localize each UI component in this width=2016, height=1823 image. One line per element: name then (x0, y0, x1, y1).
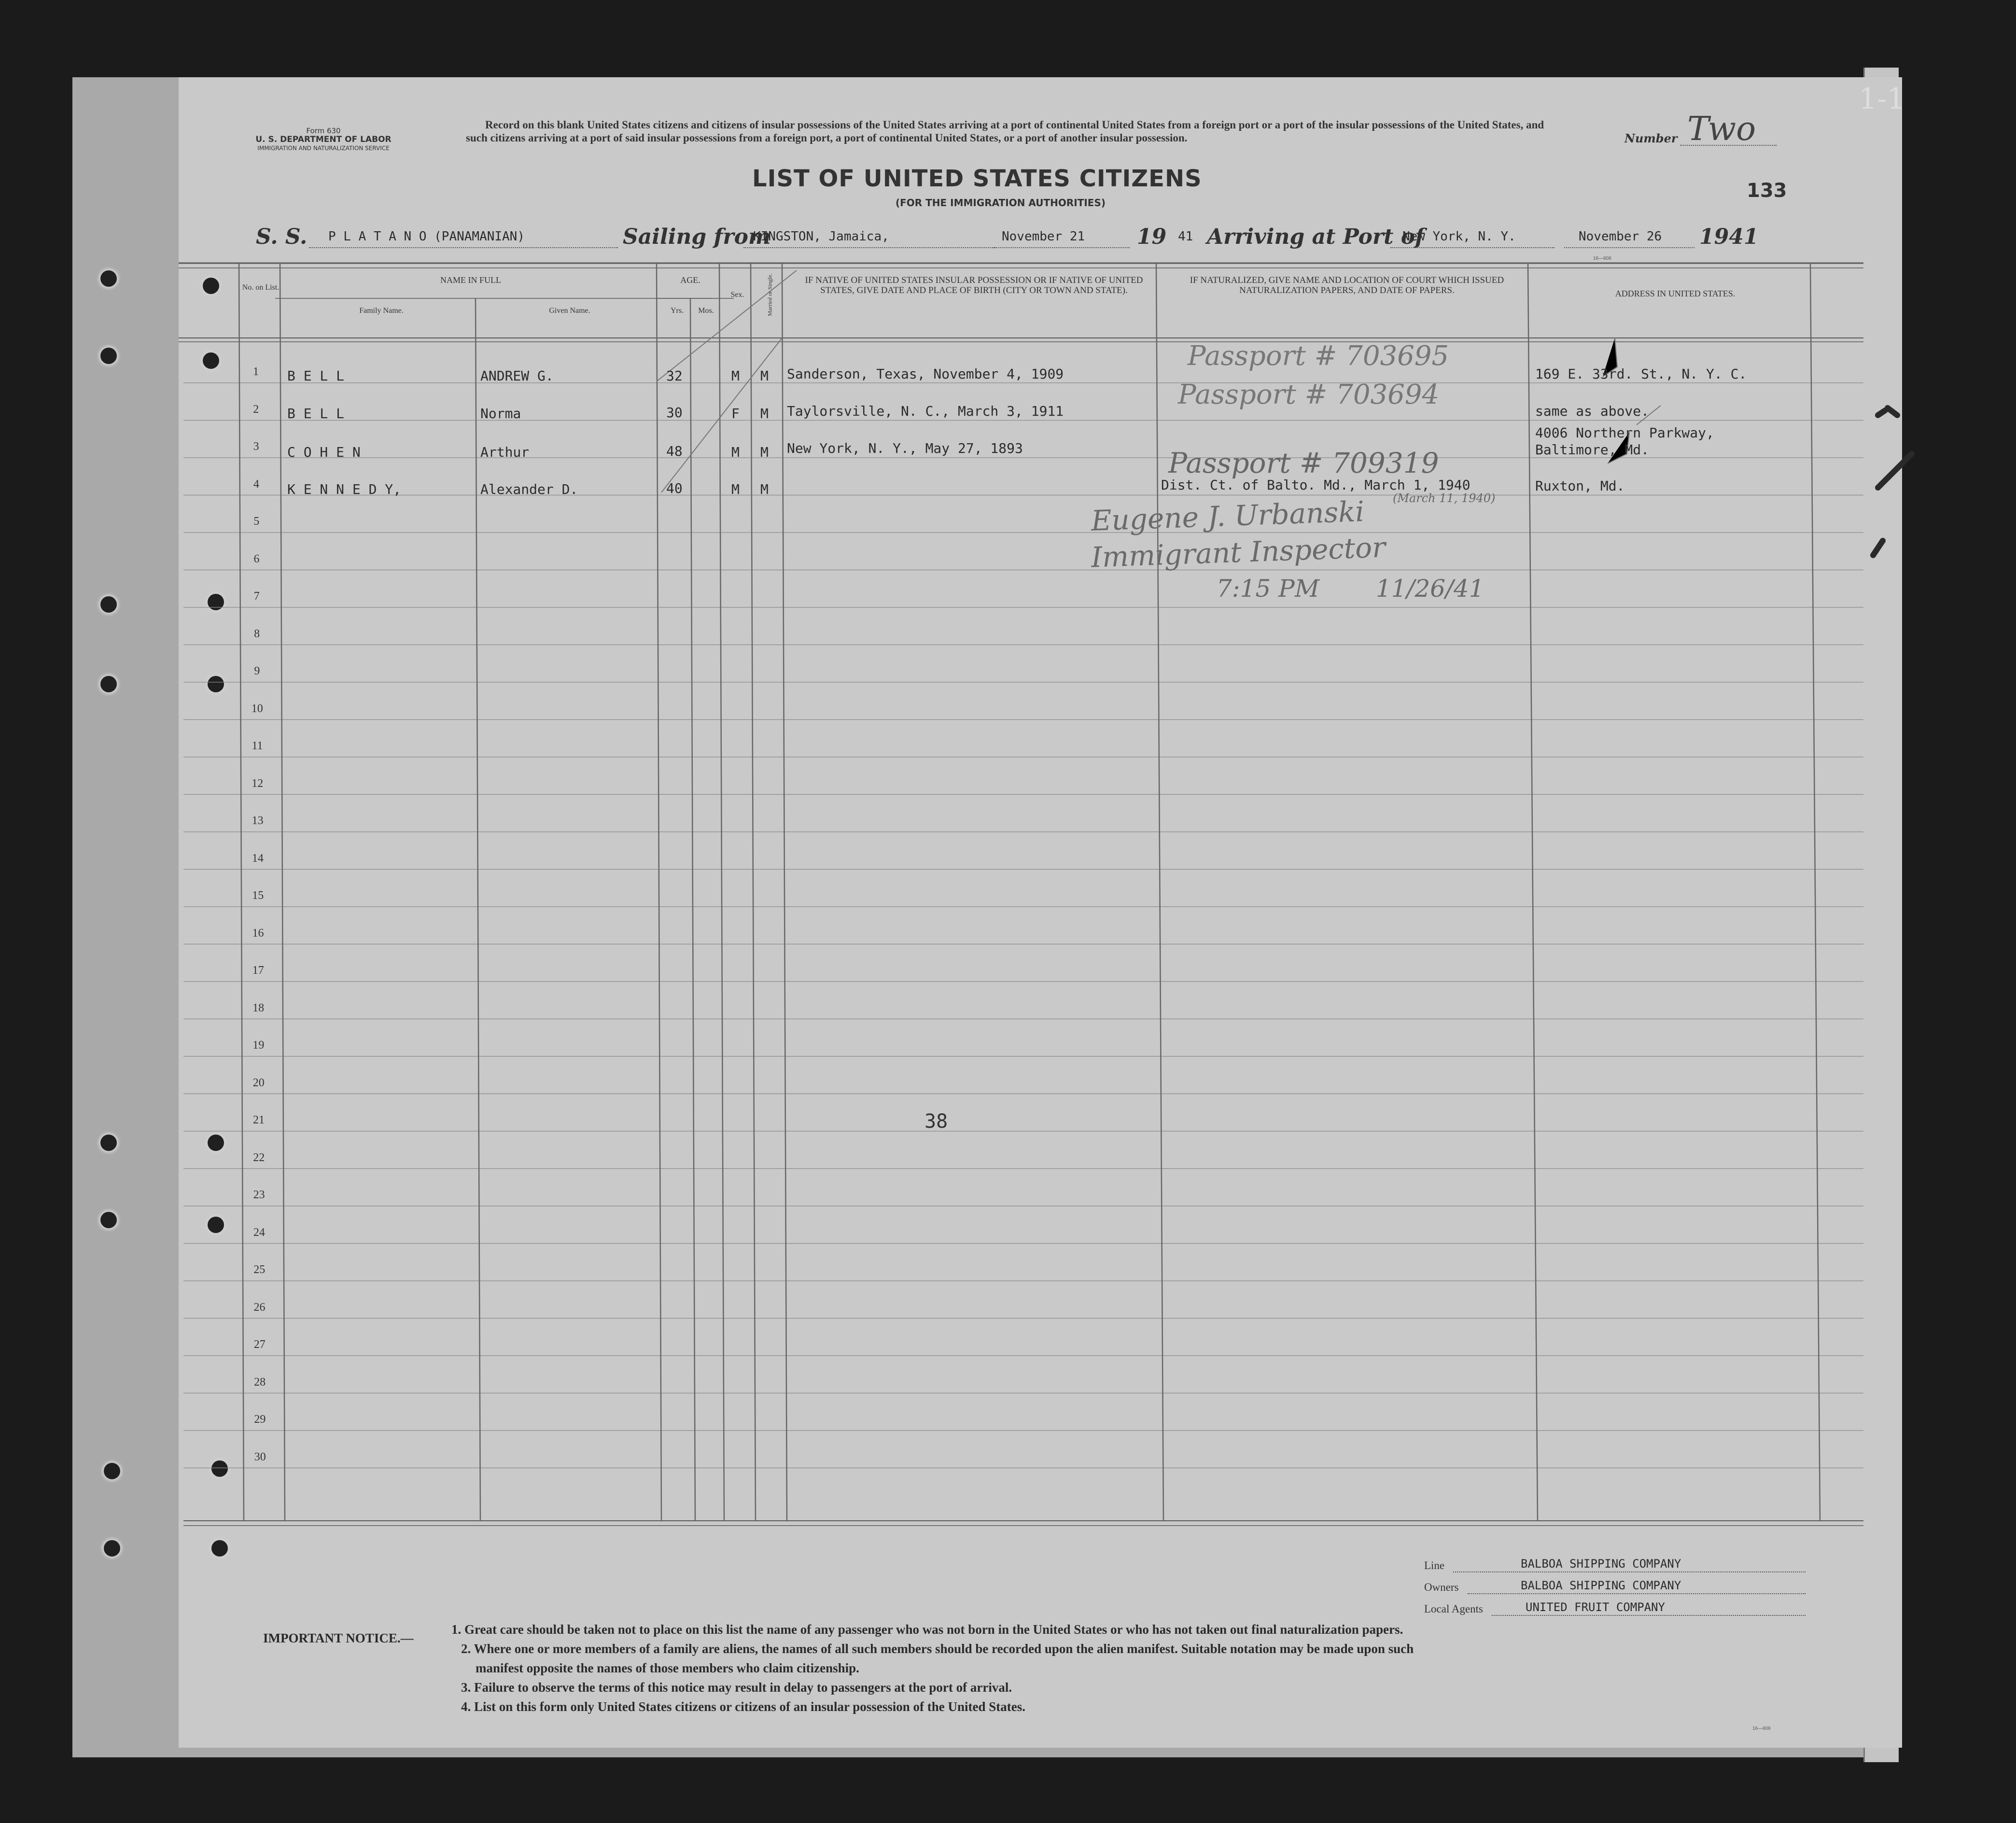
row-number: 16 (252, 926, 264, 940)
family-name: B E L L (287, 406, 345, 421)
row-number: 25 (253, 1263, 266, 1276)
notice-heading: IMPORTANT NOTICE.— (263, 1631, 414, 1645)
row-number: 8 (254, 627, 260, 640)
header-name-in-full: NAME IN FULL (440, 275, 501, 285)
header-no: No. on List. (242, 283, 280, 292)
sex: M (731, 481, 740, 497)
header-family: Family Name. (359, 307, 404, 315)
list-title: LIST OF UNITED STATES CITIZENS (752, 165, 1202, 192)
marital-status: M (760, 368, 769, 384)
row-number: 21 (253, 1114, 265, 1126)
given-name: Alexander D. (480, 481, 578, 497)
form-code-top: 16—606 (1593, 256, 1611, 261)
form-code-bottom: 16—606 (1752, 1726, 1771, 1731)
sex: M (731, 444, 740, 460)
birth-place-date: Sanderson, Texas, November 4, 1909 (787, 366, 1064, 382)
header-birth: IF NATIVE OF UNITED STATES INSULAR POSSESSION OR IF NATIVE OF UNITED STATES, GIVE DATE AND PLACE OF BIRTH (CITY OR TOWN AND STATE). (805, 275, 1143, 295)
number-label: Number (1624, 131, 1678, 145)
line-label: Line (1424, 1559, 1445, 1571)
inspection-date: 11/26/41 (1376, 575, 1484, 603)
age-years: 32 (666, 368, 683, 384)
ship-name: P L A T A N O (PANAMANIAN) (328, 229, 525, 244)
line-value: BALBOA SHIPPING COMPANY (1521, 1557, 1681, 1571)
ss-label: S. S. (256, 224, 308, 249)
row-number: 12 (252, 777, 264, 790)
row-number: 10 (251, 702, 263, 715)
passport-annotation: Passport # 703695 (1188, 340, 1449, 372)
row-number: 27 (253, 1338, 266, 1351)
row-number: 26 (253, 1301, 266, 1314)
notice-item-1: 1. Great care should be taken not to place on this list the name of any passenger who was not born in the United States or who has not taken out final naturalization papers. (451, 1622, 1403, 1637)
birth-place-date: Taylorsville, N. C., March 3, 1911 (787, 403, 1064, 419)
row-number: 24 (253, 1226, 265, 1239)
us-address-line-2: Baltimore, Md. (1535, 442, 1650, 458)
row-number: 6 (253, 552, 260, 565)
local-agents-value: UNITED FRUIT COMPANY (1526, 1600, 1665, 1614)
right-margin-mark: 1-1 (1859, 82, 1905, 116)
owners-value: BALBOA SHIPPING COMPANY (1521, 1579, 1681, 1592)
inspector-title: Immigrant Inspector (1090, 531, 1386, 574)
family-name: C O H E N (287, 444, 361, 460)
marital-status: M (760, 406, 769, 421)
age-years: 30 (666, 405, 683, 421)
owners-underline (1468, 1593, 1806, 1594)
notice-item-2: 2. Where one or more members of a family are aliens, the names of all such members should be recorded upon the alien manifest. Suitable notation may be made upon such (461, 1641, 1414, 1656)
center-mark: 38 (924, 1110, 948, 1133)
row-number: 22 (253, 1151, 265, 1164)
sailing-year: 41 (1178, 229, 1193, 244)
sex: F (731, 406, 740, 421)
naturalization-note: (March 11, 1940) (1393, 491, 1496, 505)
age-years: 40 (666, 480, 683, 496)
row-number: 20 (252, 1076, 265, 1089)
us-address: same as above. (1535, 403, 1650, 419)
row-number: 9 (254, 665, 260, 677)
notice-item-3: 3. Failure to observe the terms of this notice may result in delay to passengers at the port of arrival. (461, 1680, 1012, 1695)
us-address: Ruxton, Md. (1535, 478, 1625, 494)
line-underline (1453, 1571, 1806, 1572)
us-address: 169 E. 33rd. St., N. Y. C. (1535, 366, 1747, 382)
row-number: 13 (252, 814, 264, 827)
inspector-signature: Eugene J. Urbanski (1090, 495, 1365, 537)
row-number: 28 (254, 1375, 266, 1388)
row-number: 29 (254, 1413, 266, 1426)
arrival-date: November 26 (1579, 229, 1662, 244)
list-subtitle: (FOR THE IMMIGRATION AUTHORITIES) (896, 197, 1106, 209)
header-yrs: Yrs. (670, 307, 684, 315)
family-name: K E N N E D Y, (287, 481, 402, 497)
sailing-date: November 21 (1002, 229, 1085, 244)
row-number: 4 (253, 477, 259, 491)
inspection-time: 7:15 PM (1217, 575, 1320, 603)
passport-annotation: Passport # 709319 (1168, 447, 1439, 479)
header-married: Married or Single. (766, 273, 773, 316)
us-address: 4006 Northern Parkway, (1535, 425, 1714, 441)
row-number: 14 (252, 852, 264, 865)
year-prefix: 19 (1137, 224, 1167, 249)
row-number: 11 (252, 740, 263, 752)
header-sex: Sex. (730, 291, 744, 299)
given-name: Norma (480, 406, 521, 421)
row-number: 1 (253, 365, 259, 378)
local-agents-underline (1492, 1615, 1806, 1616)
header-mos: Mos. (698, 307, 714, 315)
header-age: AGE. (680, 275, 700, 285)
header-given: Given Name. (549, 307, 590, 315)
row-number: 7 (253, 590, 260, 603)
marital-status: M (760, 444, 769, 460)
owners-label: Owners (1424, 1581, 1459, 1593)
birth-place-date: New York, N. Y., May 27, 1893 (787, 440, 1023, 456)
row-number: 3 (253, 440, 259, 453)
row-number: 19 (252, 1039, 265, 1052)
row-number: 5 (253, 515, 260, 528)
naturalization-court: Dist. Ct. of Balto. Md., March 1, 1940 (1161, 477, 1470, 493)
row-number: 23 (253, 1189, 265, 1201)
notice-item-4: 4. List on this form only United States citizens or citizens of an insular possession of the United States. (461, 1699, 1026, 1714)
row-number: 30 (254, 1450, 266, 1463)
row-number: 17 (252, 964, 264, 977)
record-instructions: Record on this blank United States citizens and citizens of insular possessions of the United States arriving at a port of continental United States from a foreign port or a port of the insular possessions of the United States, and such citizens arriving at a port of said insular possessions from a foreign port, a port of continental United States, or a port of another insular possession. (466, 119, 1544, 144)
form-number: Form 630 (306, 126, 341, 135)
service-name: IMMIGRATION AND NATURALIZATION SERVICE (257, 145, 390, 152)
age-years: 48 (666, 443, 683, 459)
header-address: ADDRESS IN UNITED STATES. (1615, 289, 1736, 298)
department-name: U. S. DEPARTMENT OF LABOR (255, 135, 392, 144)
sailing-label: Sailing from (623, 224, 771, 249)
passport-annotation: Passport # 703694 (1178, 379, 1440, 410)
arriving-label: Arriving at Port of (1207, 224, 1425, 249)
given-name: Arthur (480, 444, 530, 460)
row-number: 18 (252, 1001, 265, 1014)
arrival-port: New York, N. Y. (1402, 229, 1516, 244)
marital-status: M (760, 481, 769, 497)
family-name: B E L L (287, 368, 345, 384)
row-number: 2 (253, 403, 259, 416)
given-name: ANDREW G. (480, 368, 554, 384)
sailing-port: KINGSTON, Jamaica, (753, 229, 889, 244)
local-agents-label: Local Agents (1424, 1603, 1483, 1615)
notice-item-2-cont: manifest opposite the names of those members who claim citizenship. (476, 1661, 859, 1675)
number-value: Two (1687, 110, 1756, 148)
header-naturalized: IF NATURALIZED, GIVE NAME AND LOCATION OF COURT WHICH ISSUED NATURALIZATION PAPERS, AND DATE OF PAPERS. (1190, 275, 1504, 295)
page-number: 133 (1747, 180, 1787, 202)
arrival-year: 1941 (1699, 224, 1759, 249)
sex: M (731, 368, 740, 384)
row-number: 15 (252, 889, 264, 902)
